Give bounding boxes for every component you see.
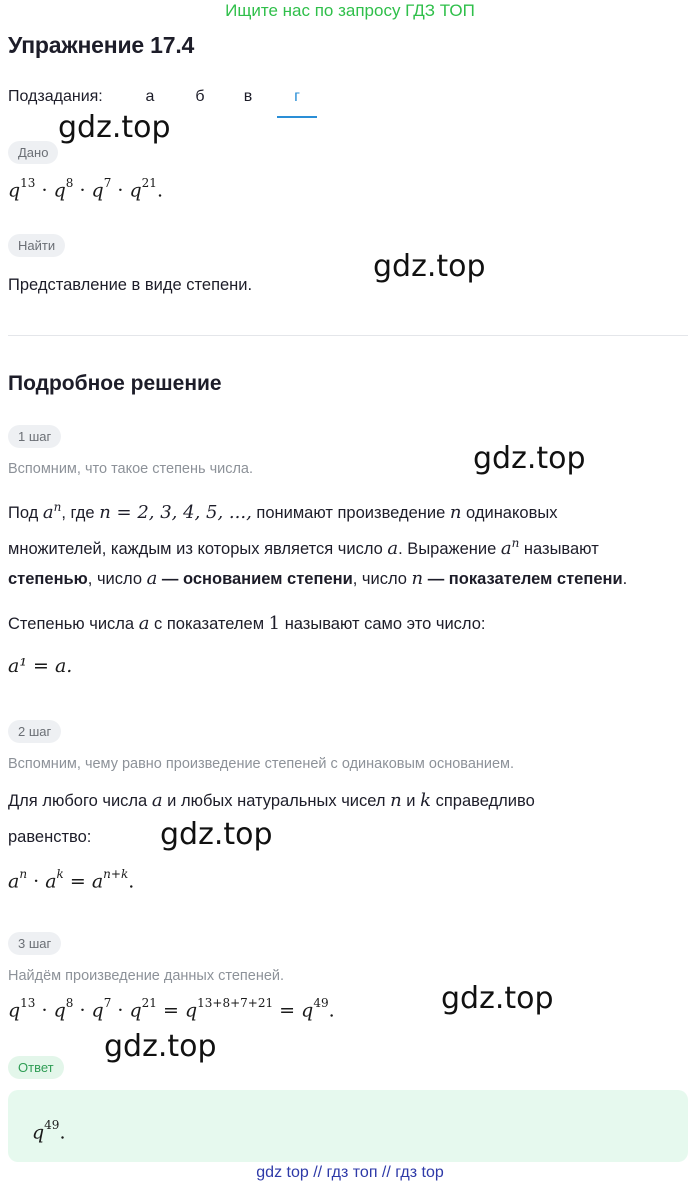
answer-pill: Ответ bbox=[8, 1056, 64, 1079]
tab-v[interactable]: в bbox=[243, 88, 253, 105]
watermark: gdz.top bbox=[58, 110, 171, 145]
step1-paragraph-4: Степенью числа a с показателем 1 называют само это число: bbox=[8, 613, 486, 634]
answer-formula: $q^{49}$. bbox=[32, 1118, 66, 1144]
divider bbox=[8, 335, 688, 336]
watermark: gdz.top bbox=[104, 1029, 217, 1064]
watermark: gdz.top bbox=[473, 441, 586, 476]
tab-b[interactable]: б bbox=[195, 88, 205, 105]
tab-a[interactable]: а bbox=[145, 88, 155, 105]
find-text: Представление в виде степени. bbox=[8, 276, 253, 294]
find-pill: Найти bbox=[8, 234, 65, 257]
step2-paragraph-1: Для любого числа a и любых натуральных чисел n и k справедливо bbox=[8, 790, 535, 811]
step2-formula: $a^n \cdot a^k = a^{n+k}$. bbox=[8, 867, 135, 893]
watermark: gdz.top bbox=[441, 981, 554, 1016]
watermark: gdz.top bbox=[373, 249, 486, 284]
step1-hint: Вспомним, что такое степень числа. bbox=[8, 461, 254, 477]
step1-paragraph-1: Под $a^n$, где n = 2, 3, 4, 5, ..., понимают произведение n одинаковых bbox=[8, 500, 558, 523]
step1-pill: 1 шаг bbox=[8, 425, 61, 448]
given-pill: Дано bbox=[8, 141, 58, 164]
tab-g-active[interactable]: г bbox=[277, 88, 317, 118]
step2-paragraph-2: равенство: bbox=[8, 828, 92, 846]
step3-formula: $q^{13} \cdot q^8 \cdot q^7 \cdot q^{21} = q^{13+8+7+21} = q^{49}$. bbox=[8, 996, 335, 1022]
solution-heading: Подробное решение bbox=[8, 372, 222, 395]
search-banner[interactable]: Ищите нас по запросу ГДЗ ТОП bbox=[225, 1, 475, 20]
subtasks-label: Подзадания: bbox=[8, 88, 103, 105]
given-formula: $q^{13} \cdot q^8 \cdot q^7 \cdot q^{21}$. bbox=[8, 176, 163, 202]
answer-box bbox=[8, 1090, 688, 1162]
step1-formula: a¹ = a. bbox=[8, 655, 73, 677]
watermark: gdz.top bbox=[160, 817, 273, 852]
step3-hint: Найдём произведение данных степеней. bbox=[8, 968, 285, 984]
page-title: Упражнение 17.4 bbox=[8, 32, 195, 58]
step1-paragraph-2: множителей, каждым из которых является число a. Выражение $a^n$ называют bbox=[8, 536, 599, 559]
step2-pill: 2 шаг bbox=[8, 720, 61, 743]
footer-links[interactable]: gdz top // гдз топ // гдз top bbox=[256, 1164, 444, 1181]
step1-paragraph-3: степенью, число a — основанием степени, число n — показателем степени. bbox=[8, 568, 628, 589]
step2-hint: Вспомним, чему равно произведение степеней с одинаковым основанием. bbox=[8, 756, 515, 772]
step3-pill: 3 шаг bbox=[8, 932, 61, 955]
